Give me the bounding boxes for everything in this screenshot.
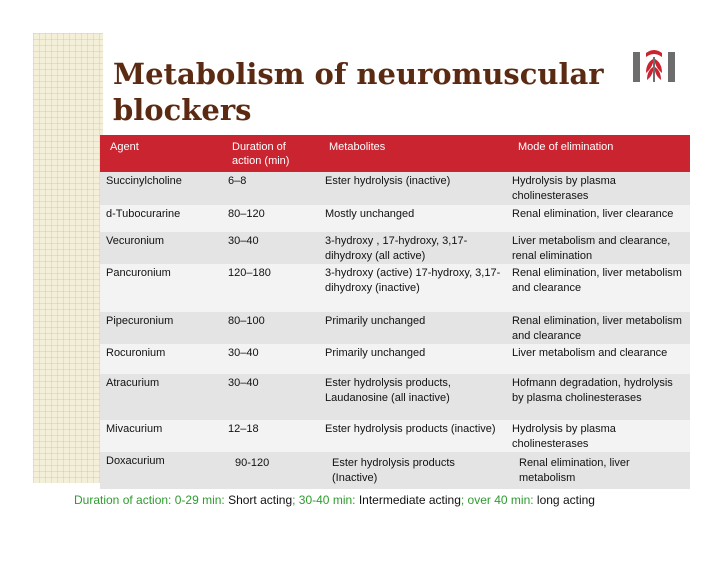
table-row <box>100 232 690 264</box>
cell-elimination: Renal elimination, liver metabolism and clearance <box>506 264 690 312</box>
cell-metabolites: 3-hydroxy (active) 17-hydroxy, 3,17-dihydroxy (inactive) <box>319 264 506 312</box>
cell-metabolites: Primarily unchanged <box>319 344 506 374</box>
column-header-agent: Agent <box>100 135 222 172</box>
footnote-long-acting: long acting <box>536 493 595 507</box>
footnote-intermediate-acting: Intermediate acting <box>358 493 461 507</box>
cell-elimination: Hofmann degradation, hydrolysis by plasma cholinesterases <box>506 374 690 420</box>
cell-agent: Succinylcholine <box>100 172 222 205</box>
table-row <box>100 344 690 374</box>
cell-duration: 12–18 <box>222 420 319 452</box>
cell-metabolites: Mostly unchanged <box>319 205 506 232</box>
cell-agent: Pipecuronium <box>100 312 222 344</box>
footnote-range-short: Duration of action: 0-29 min: <box>74 493 229 507</box>
cell-elimination: Hydrolysis by plasma cholinesterases <box>506 172 690 205</box>
cell-agent: Doxacurium <box>100 452 222 489</box>
cell-metabolites: Primarily unchanged <box>319 312 506 344</box>
duration-footnote <box>74 492 714 508</box>
cell-duration: 120–180 <box>222 264 319 312</box>
column-header-metabolites: Metabolites <box>319 135 506 172</box>
cell-duration: 6–8 <box>222 172 319 205</box>
table-row <box>100 420 690 452</box>
cell-elimination: Renal elimination, liver metabolism and clearance <box>506 312 690 344</box>
cell-elimination: Renal elimination, liver clearance <box>506 205 690 232</box>
cell-elimination: Liver metabolism and clearance <box>506 344 690 374</box>
decorative-band <box>33 33 103 483</box>
cell-metabolites: Ester hydrolysis (inactive) <box>319 172 506 205</box>
cell-elimination: Renal elimination, liver metabolism <box>506 452 690 489</box>
cell-metabolites: Ester hydrolysis products (inactive) <box>319 420 506 452</box>
cell-metabolites: 3-hydroxy , 17-hydroxy, 3,17-dihydroxy (all active) <box>319 232 506 264</box>
column-header-elimination: Mode of elimination <box>506 135 690 172</box>
column-header-duration: Duration of action (min) <box>222 135 319 172</box>
cell-duration: 80–100 <box>222 312 319 344</box>
table-row <box>100 374 690 420</box>
cell-agent: Pancuronium <box>100 264 222 312</box>
cell-elimination: Liver metabolism and clearance, renal elimination <box>506 232 690 264</box>
table-row <box>100 264 690 312</box>
cell-metabolites: Ester hydrolysis products (Inactive) <box>319 452 506 489</box>
cell-duration: 80–120 <box>222 205 319 232</box>
table-row <box>100 452 690 489</box>
cell-elimination: Hydrolysis by plasma cholinesterases <box>506 420 690 452</box>
table-row <box>100 312 690 344</box>
cell-agent: Vecuronium <box>100 232 222 264</box>
footnote-range-intermediate: ; 30-40 min: <box>292 493 359 507</box>
institution-logo-icon <box>632 49 676 83</box>
cell-agent: Rocuronium <box>100 344 222 374</box>
table-row <box>100 172 690 205</box>
cell-duration: 30–40 <box>222 374 319 420</box>
table-row <box>100 205 690 232</box>
slide-title: Metabolism of neuromuscular blockers <box>113 57 604 127</box>
cell-duration: 30–40 <box>222 344 319 374</box>
cell-metabolites: Ester hydrolysis products, Laudanosine (all inactive) <box>319 374 506 420</box>
cell-agent: d-Tubocurarine <box>100 205 222 232</box>
cell-duration: 30–40 <box>222 232 319 264</box>
cell-duration: 90-120 <box>222 452 319 489</box>
table-header-row <box>100 135 690 172</box>
footnote-range-long: ; over 40 min: <box>460 493 537 507</box>
cell-agent: Atracurium <box>100 374 222 420</box>
footnote-short-acting: Short acting <box>228 493 293 507</box>
cell-agent: Mivacurium <box>100 420 222 452</box>
metabolism-table <box>100 135 690 489</box>
